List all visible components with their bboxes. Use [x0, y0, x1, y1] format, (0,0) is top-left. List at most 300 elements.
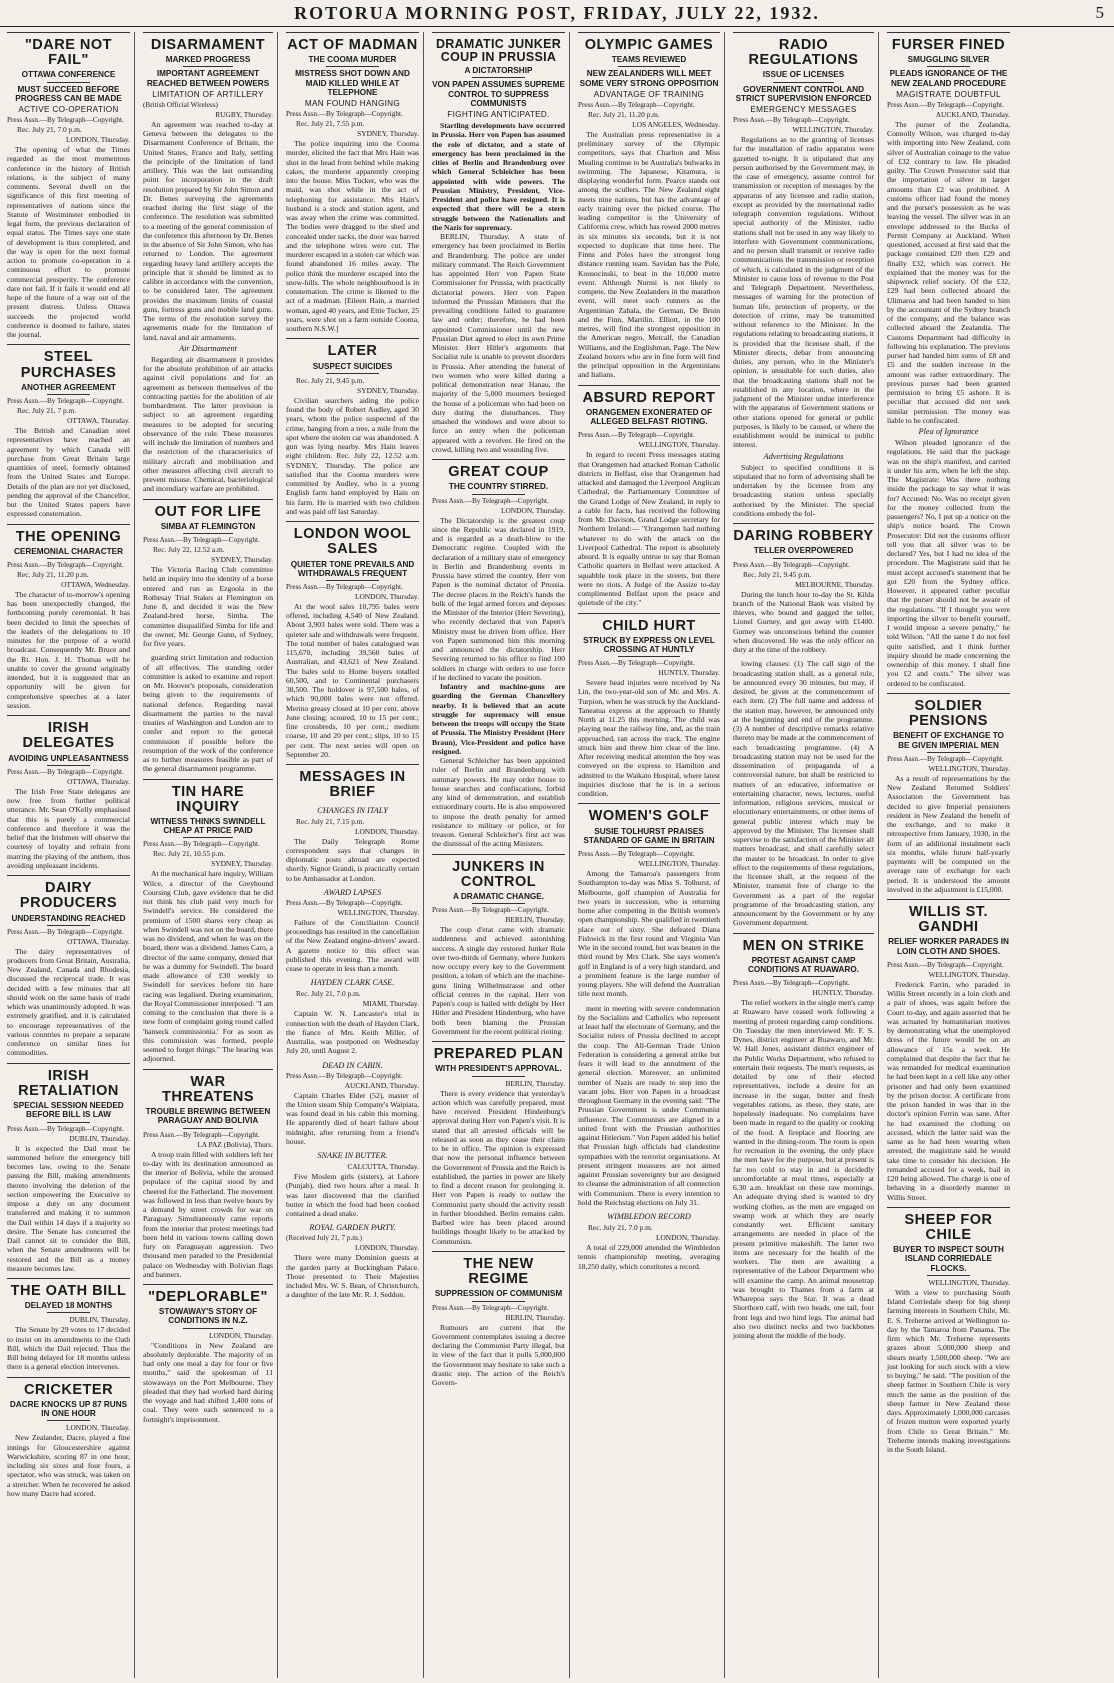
article-subhead: DELAYED 18 MONTHS — [24, 1301, 113, 1311]
column-5 — [575, 32, 725, 1678]
article-body: New Zealander, Dacre, played a fine innings for Gloucestershire against Warwickshire, scoring 87 in one hour, including six sixes and four fours, a spectator, who was struck, was taken on a stretcher. When he recovered he asked how many Dacre had scored. — [7, 1433, 130, 1498]
article-headline: MEN ON STRIKE — [742, 937, 865, 954]
article — [286, 1223, 419, 1299]
article-headline: OLYMPIC GAMES — [584, 37, 714, 53]
divider — [927, 66, 970, 67]
article-headline: LATER — [327, 343, 378, 360]
article-subhead: VON PAPEN ASSUMES SUPREME CONTROL TO SUPPRESS COMMUNISTS — [432, 80, 565, 108]
article — [143, 779, 273, 1064]
dateline: LONDON, Thursday. — [65, 1423, 130, 1433]
article — [286, 978, 419, 1055]
article — [578, 613, 720, 799]
article-subhead: IMPORTANT AGREEMENT REACHED BETWEEN POWERS — [146, 69, 270, 88]
dateline: RUGBY, Thursday. — [215, 109, 273, 119]
article — [7, 1377, 130, 1498]
divider — [773, 82, 834, 83]
article-subhead: WITNESS THINKS SWINDELL CHEAP AT PRICE PAID — [150, 817, 266, 836]
divider — [47, 394, 90, 395]
press-credit: Press Assn.—By Telegraph—Copyright. — [143, 1130, 260, 1139]
received-time: Rec. July 21, 11.20 p.m. — [588, 109, 660, 119]
press-credit: Press Assn.—By Telegraph—Copyright. — [286, 110, 403, 119]
article-headline: DAIRY PRODUCERS — [19, 880, 118, 912]
press-credit: Press Assn.—By Telegraph—Copyright. — [887, 100, 1004, 109]
article-subhead: TROUBLE BREWING BETWEEN PARAGUAY AND BOLIVIA — [145, 1107, 271, 1126]
article-body: Five Moslem girls (sisters), at Lahore (Punjab), died two hours after a meal. It was later discovered that the clarified butter in which the food had been cooked contained a dead snake. — [286, 1172, 419, 1219]
article — [887, 899, 1010, 1202]
divider — [183, 837, 233, 838]
press-credit: Press Assn.—By Telegraph—Copyright. — [887, 960, 1004, 969]
article — [286, 806, 419, 883]
article-body: Severe head injuries were received by Na Lin, the two-year-old son of Mr. and Mrs. A. Turpion, when he was struck by the Auckland-Taneatua express at the approach to Huntly North at 11.25 this morning. The child was playing near the railway line, and, as the train approached, ran across the track. The engine struck him and threw him clear of the line. After receiving medical attention the boy was conveyed on the express to Hamilton and admitted to the Waikato Hospital, where latest inquiries disclose that he is in a serious condition. — [578, 678, 720, 799]
divider — [47, 1420, 90, 1421]
divider — [47, 1312, 90, 1313]
article-subhead: SIMBA AT FLEMINGTON — [160, 521, 256, 531]
article-subhead: BUYER TO INSPECT SOUTH ISLAND CORRIEDALE FLOCKS. — [893, 1245, 1004, 1273]
article-headline: THE OATH BILL — [10, 1283, 127, 1300]
article — [432, 32, 565, 454]
article-headline: ABSURD REPORT — [582, 389, 716, 406]
article-subhead: TELLER OVERPOWERED — [753, 546, 854, 556]
press-credit: Press Assn.—By Telegraph—Copyright. — [432, 1303, 549, 1312]
article-headline: STEEL PURCHASES — [20, 349, 117, 381]
article — [7, 875, 130, 1058]
dateline: WELLINGTON, Thursday. — [928, 763, 1010, 773]
article — [7, 524, 130, 711]
press-credit: Press Assn.—By Telegraph—Copyright. — [7, 767, 124, 776]
article-body: BERLIN, Thursday. A state of emergency has been proclaimed in Berlin and Brandenburg. The police are under military command. The Reich Government has appointed Herr von Papen State Commissioner for Prussia, with practically dictatorial powers. Herr von Papen informed the Prussian Ministers that the prevailing conditions failed to guarantee law and order; therefore, he had been appointed Commissioner until the new Prussian Diet agreed to elect its own Prime Minister. Herr Hitler's arguments that Socialist rule is unable to prevent disorders in Prussia. After attending the funeral of two women who were killed during a political demonstration near Hanau, the majority of the 5,000 mourners besieged the house of a policeman who had been on duty during the disturbances. They smashed the windows and were about to force an entry when the policeman appeared with a revolver. He fired on the crowd, killing two and wounding five. — [432, 232, 565, 454]
dateline: HUNTLY, Thursday. — [658, 668, 720, 678]
article-subhead-secondary: EMERGENCY MESSAGES — [750, 105, 857, 114]
article-body: There is every evidence that yesterday's action which was carefully prepared, must have received President Hindenburg's approval during Herr von Papen's visit. It is stated that all arrested officials will be released as soon as they cease their claim to be in office. The opinion is expressed that now the personal influence between the Government of Prussia and the Reich is established, the parties in power are likely to find a decent reason for prolonging it. Herr von Papen is ready to outlaw the Communist party should the activity result in further bloodshed. Berlin remains calm. Barbed wire has been placed around buildings thought likely to be attacked by Communists. — [432, 1088, 565, 1246]
article-subhead: MARKED PROGRESS — [165, 55, 251, 65]
article-body: The Irish Free State delegates are now free from further political utterance. Mr. Sean O'Kelly emphasised that this is purely a commercial conference and therefore it was the belief that the Irishmen will observe the courtesy of loyalty and refrain from marring the playing of the anthem, thus avoiding unpleasant incidents. — [7, 786, 130, 870]
article — [887, 1207, 1010, 1455]
article-headline: LONDON WOOL SALES — [293, 526, 412, 558]
article-section-heading: Plea of Ignorance — [918, 427, 979, 437]
divider — [326, 66, 379, 67]
article-headline: SOLDIER PENSIONS — [909, 697, 988, 730]
article-body: At the mechanical hare inquiry, William Wilce, a director of the Greyhound Coursing Club, gave evidence that he did not think his club paid very much for Swindell's service. He considered the premium of 1500 shares very cheap as when Swindell was not on the board, there was no dividend, and when he was on the board, there was a dividend. James Caro, a director of the same company, denied that he was a dummy for Swindell. The board made allowance of £30 weekly to Swindell for services before tin hare racing was legalised. During examination, the Royal Commissioner interposed: "I am coming to the conclusion that there is a new form of complaint going round called 'hanseck commissionia.' For as soon as this commission was formed, people seemed to forget things." The hearing was adjourned. — [143, 869, 273, 1064]
dateline: BERLIN, Thursday. — [505, 1312, 565, 1322]
received-time: Rec. July 21, 10.55 p.m. — [153, 849, 226, 859]
article-body: The relief workers in the single men's camp at Ruawaro have ceased work following a meeting of protest regarding camp conditions. On Tuesday the men interviewed Mr. F. S. Dynes, district engineer at Ruawaro, and Mr. W. Hall Jones, assistant district engineer of the Public Works Department, who refused to entertain their requests. The men's requests, as detailed by one of their elected representatives, include a desire for an increase in the sugar, butter and fresh vegetables rations, as these, they state, are hopelessly inadequate. No complaints have been made in regard to the quality or cooking of the food. A fireplace and flooring are wanted in the dining-room. The room is open for recreation in the evening, the only place the men have for the purpose, but at present is far too cold to stay in and is decidedly uncomfortable at meal times, especially at 6.30 a.m. breakfast on these raw mornings. An adequate drying shed is wanted to dry working clothes, as the men are engaged on swamp work at which they are nearly constantly wet. Efficient sanitary arrangements are needed in place of the present primitive makeshift. The latter two items are necessary for the health of the workers. The men are awaiting a representative of the Labour Department who will examine the camp. An animal mousetrap was brought to Thames from a farm at Wharepoa says the Star. It was a dead Shorthorn calf, with two heads, one tail, four front legs and two hind legs. The animal had also two distinct necks and two backbones joining about the middle of the body. — [733, 998, 874, 1341]
article-subhead: THE COUNTRY STIRRED. — [448, 482, 549, 492]
article-subhead: UNDERSTANDING REACHED — [11, 913, 126, 923]
article — [578, 803, 720, 998]
divider — [183, 1128, 233, 1129]
article-body: The police inquiring into the Cooma murder, elicited the fact that Mrs Hain was shot in the head from behind while making cakes, the murderer apparently creeping into the house. Miss Tucker, who was the maid, was shot while in the act of telephoning for assistance. Mrs Hain's husband is a stock and station agent, and was away when the crime was committed. The bodies were dragged to the shed and concealed under sacks, the door was barred and the telephone wires were cut. The murderer escaped in a stolen car which was found abandoned 16 miles away. The police think the murderer escaped into the snow-hills. The whole neighbourhood is in consternation. The crime is likened to the act of a madman. [Eileen Hain, a married woman, aged 40 years, and Ettie Tucker, 25 years, were shot on a farm outside Cooma, southern N.S.W.] — [286, 139, 419, 334]
article-subhead: STOWAWAY'S STORY OF CONDITIONS IN N.Z. — [158, 1307, 258, 1326]
dateline: CALCUTTA, Thursday. — [347, 1162, 419, 1172]
article-headline: IRISH RETALIATION — [18, 1067, 119, 1099]
article — [143, 653, 273, 773]
divider — [47, 1122, 90, 1123]
article-body: The Dictatorship is the greatest coup since the Republic was declared in 1919, and is regarded as a death-blow to the Democratic regime. Coupled with the declaration of a military state of emergency in Berlin and Brandenburg events in Prussia have stirred the country. Herr von Papen is the nominal dictator of Prussia. The decree places in the Reich's hands the bulk of the legal armed forces and deposes the Minister of the Interior (Herr Severing), who recently declared that von Papen's Ministry must be driven from office. Herr von Papen summoned him this morning and announced the dictatorship. Herr Severing returned to his office to find 100 soldiers in charge with orders to use force if he declined to vacate the position. — [432, 515, 565, 682]
article-body: A total of 229,000 attended the Wimbledon tennis championship meeting, averaging 18,250 daily, which constitutes a record. — [578, 1243, 720, 1271]
brief-heading: DEAD IN CABIN. — [322, 1060, 383, 1070]
dateline: OTTAWA, Thursday. — [67, 936, 130, 946]
article-body: Rumours are current that the Government contemplates issuing a decree declaring the Communist Party illegal, but in view of the fact that it polls 5,000,000 the Government may hesitate to take such a drastic step. The action of the Reich's Govern- — [432, 1322, 565, 1387]
article-subhead-secondary: FIGHTING ANTICIPATED. — [447, 110, 550, 119]
article-subhead: MISTRESS SHOT DOWN AND MAID KILLED WHILE AT TELEPHONE — [295, 69, 410, 97]
divider — [183, 533, 233, 534]
dateline: SYDNEY, Thursday. — [357, 385, 419, 395]
article-body: A troop train filled with soldiers left her to-day with its destination announced as the interior of Bolivia, while the aroused populace of the capital stood by and cheered for the Fatherland. The movement was followed in less than twelve hours by a demand by street crowds for war on Paraguay. Simultaneously came reports from the interior that protest meetings had been held in various towns calling down fury on Paraguayan aggression. Two thousand men paraded to the Presidential palace on Wednesday with Bolivian flags and banners. — [143, 1149, 273, 1279]
columns-container — [0, 32, 1114, 1678]
article-body: guarding strict limitation and reduction of all effectives. The standing order committee is asked to examine and report on Mr. Hoover's proposals, consideration being given to the requirements of national defence. Regarding naval disarmament the parties to the naval treaties of Washington and London are to confer and report to the general commission if possible before the resumption of the work of the conference as to further measures feasible as part of the general disarmament programme. — [143, 653, 273, 774]
divider — [472, 494, 525, 495]
article — [432, 854, 565, 1037]
received-time: Rec. July 21, 7.55 p.m. — [296, 119, 365, 129]
article-subhead: ISSUE OF LICENSES — [762, 70, 845, 80]
article-body: Frederick Farrin, who paraded in Willis Street recently in a loin cloth and a pair of shoes, was again before the Court to-day, and again asserted that he was actuated by humanitarian motives by demonstrating what the unemployed dress of the future would be on an allowance of 15s a week. He complained that despite the fact that he was remanded for medical examination he had been kept in a cell like any other prisoner and had only been examined by the prison doctor. A certificate from the prison handed in was that in the doctor's opinion Ferrin was sane. After he had examined the clothing on accused, which the latter said was the same as he had been wearing when arrested, the magistrate said he would take time to consider his decision. He remanded accused for a week, bail in £20 being allowed. The charge is one of behaving in a disorderly manner in Willis Street. — [887, 979, 1010, 1202]
press-credit: Press Assn.—By Telegraph—Copyright. — [143, 840, 260, 849]
article-body: With a view to purchasing South Island Corriedale sheep for big sheep farming interests in Southern Chile, Mr. E. S. Treherne arrived at Wellington to-day by the Tamaroa from Panama. The firm which Mr. Treherne represents grazes about 5,000,000 sheep and shears nearly 1,500,000 sheep. "We are just looking for such stock with a view to buying," he said. "The position of the sheep farmer in Southern Chile is very much the same as the position of the sheep farmer in New Zealand these days. Approximately 1,000,000 carcases of frozen mutton were exported yearly from Chile to Great Britain." Mr. Treherne intends making investigations in the South Island. — [887, 1287, 1010, 1455]
article-subhead-secondary: LIMITATION OF ARTILLERY — [152, 89, 264, 99]
article-subhead-secondary: MAN FOUND HANGING — [304, 98, 401, 108]
press-credit: Press Assn.—By Telegraph—Copyright. — [733, 116, 850, 125]
article-body-continued: Subject to specified conditions it is stipulated that no form of advertising shall be undertaken by the licensee from any broadcasting station unless specially authorised by the Minister. The special conditions embody the fol- — [733, 462, 874, 518]
article-body: The Daily Telegraph Rome correspondent says that changes in diplomatic posts abroad are expected shortly. Signor Grandi, is practically certain to be Ambassador at London. — [286, 836, 419, 883]
dateline: LONDON, Thursday. — [208, 1330, 273, 1340]
article — [733, 933, 874, 1341]
article-headline: DISARMAMENT — [150, 37, 266, 53]
dateline: SYDNEY, Thursday. — [211, 555, 273, 565]
article-subhead: PROTEST AGAINST CAMP CONDITIONS AT RUAWARO. — [748, 955, 859, 974]
article-headline: DARING ROBBERY — [733, 528, 874, 545]
article-headline: THE NEW REGIME — [463, 1255, 534, 1288]
article — [578, 1212, 720, 1271]
received-time: Rec. July 21, 7.15 p.m. — [296, 816, 365, 826]
dateline: LONDON, Thursday. — [354, 591, 419, 601]
article — [7, 32, 130, 339]
article-subhead: MUST SUCCEED BEFORE PROGRESS CAN BE MADE — [15, 84, 122, 103]
article-body: The character of to-morrow's opening has been unexpectedly changed, the forthcoming purely ceremonial. It has been decided to limit the speeches of the leaders of the delegations to 10 minutes for the purpose of a world broadcast. Consequently Mr. Bruce and the Rt. Hon. J. H. Thomas will be unable to cover the ground originally intended, but it is suggested that an opportunity will be given for comprehensive speeches at a later session. — [7, 589, 130, 710]
article-subhead: STRUCK BY EXPRESS ON LEVEL CROSSING AT HUNTLY — [583, 635, 715, 654]
dateline: BERLIN, Thursday. — [505, 1078, 565, 1088]
column-4 — [429, 32, 570, 1678]
article-body: The purser of the Zealandia, Connolly Wilson, was charged to-day with importing into New Zealand, coin silver of Australian coinage to the value of £32 contrary to law. He pleaded guilty. The Crown Prosecutor said that the importation of silver in larger amounts than £2 was prohibited. A customs officer had found the money and the purser's possession as he was leaving the vessel. The silver was in an envelope addressed to the Bucks of Permit Company at Auckland. When questioned, accused at first said that the package contained £20 then £29 and finally £32, which was correct. He explained that the money was for the shipwreck relief society. Of the £32, £29 had been collected aboard the Ulimaroa and had been handed to him by the accountant of the Sydney branch of the company, and the balance was collected aboard the Zealandia. The Customs Department had difficulty in following his explanation. The previous purser had handed him sums of £8 and £5 and the sudden increase in the amount was rather extraordinary. The previous purser had been granted permission to bring £5 ashore. It is peculiar that accused did not seek similar permission. The money was liable to be confiscated. — [887, 119, 1010, 425]
article-body: "Conditions in New Zealand are absolutely deplorable. The majority of us had only one meal a day for four or five months," said the spokesman of 11 stowaways on the Port Melbourne. They pleaded that they had worked hard during the voyage and had shifted 1,400 tons of coal. They were each sentenced to a fortnight's imprisonment. — [143, 1340, 273, 1424]
article-subhead: OTTAWA CONFERENCE — [21, 70, 116, 80]
dateline: SYDNEY, Thursday. — [357, 129, 419, 139]
article-subhead: A DICTATORSHIP — [464, 66, 533, 76]
article-subhead: ORANGEMEN EXONERATED OF ALLEGED BELFAST RIOTING. — [585, 407, 713, 427]
article-headline: "DARE NOT FAIL" — [24, 37, 113, 69]
article — [578, 385, 720, 608]
article-body: Civilian searchers aiding the police found the body of Robert Audley, aged 30 years, whom the police suspected of the crime, hanging from a tree, a mile from the spot where the stolen car was abandoned. A gun was lying nearby. Mrs Hain leaves eight children. Rec. July 22, 12.52 a.m. SYDNEY, Thursday. The police are satisfied that the Cooma murders were committed by Audley, who is a young English farm hand employed by Hain on his farm. He is married with two children and was paid off last Saturday. — [286, 395, 419, 516]
column-6 — [730, 32, 879, 1678]
divider — [618, 66, 680, 67]
received-time: Rec. July 21, 9.45 p.m. — [296, 375, 365, 385]
article — [733, 32, 874, 518]
dateline: WELLINGTON, Thursday. — [638, 859, 720, 868]
article-headline: ACT OF MADMAN — [287, 37, 418, 53]
press-credit: Press Assn.—By Telegraph—Copyright. — [7, 927, 124, 936]
divider — [183, 1328, 233, 1329]
article-subhead: TEAMS REVIEWED — [611, 55, 687, 65]
dateline: WELLINGTON, Thursday. — [928, 1277, 1010, 1287]
divider — [472, 1301, 525, 1302]
press-credit: Press Assn.—By Telegraph—Copyright. — [7, 116, 124, 125]
divider — [618, 847, 680, 848]
dateline: WELLINGTON, Thursday. — [792, 125, 874, 135]
article — [286, 1151, 419, 1218]
received-time: Rec. July 22, 12.52 a.m. — [153, 545, 225, 555]
received-time: Rec. July 21, 9.45 p.m. — [743, 569, 812, 579]
dateline: LONDON, Thursday. — [655, 1233, 720, 1242]
dateline: LOS ANGELES, Wednesday. — [632, 119, 720, 129]
article — [143, 1069, 273, 1279]
article — [286, 888, 419, 974]
press-credit: Press Assn.—By Telegraph—Copyright. — [733, 560, 850, 569]
press-credit: Press Assn.—By Telegraph—Copyright. — [286, 1071, 403, 1080]
dateline: LONDON, Thursday. — [65, 135, 130, 145]
article — [286, 1061, 419, 1147]
article-subhead: THE COOMA MURDER — [308, 55, 397, 65]
column-2 — [140, 32, 278, 1678]
article-subhead: RELIEF WORKER PARADES IN LOIN CLOTH AND SHOES. — [888, 937, 1009, 956]
article-body: As a result of representations by the New Zealand Returned Soldiers' Association the Government has decided to give Imperial pensioners resident in New Zealand the benefit of the exchange, and to make it retrospective from January, 1930, in the form of an additional instalment each six months, while future half-yearly payments will be computed on the average rate of exchange for each period. It is understood the amount involved in the adjustment is £15,000. — [887, 773, 1010, 894]
column-3 — [283, 32, 424, 1678]
article-headline: PREPARED PLAN — [433, 1046, 564, 1063]
article — [286, 338, 419, 516]
article-headline: WOMEN'S GOLF — [588, 808, 710, 825]
article-body-continued: General Schleicher has been appointed ruler of Berlin and Brandenburg with summary powers. He may order house to house searches and confiscations, forbid any kind of demonstration, and establish extraordinary courts. He is also empowered to impose the death penalty for armed resistance to military or police, or for treason. General Schleicher's first act was the dismissal of the acting Ministers. — [432, 756, 565, 849]
press-credit: Press Assn.—By Telegraph—Copyright. — [7, 1124, 124, 1133]
article-body: The British and Canadian steel representatives have reached an agreement by which Canada will purchase from Great Britain large quantities of steel, formerly obtained from the United States and Europe. Details of the plan are not yet disclosed, pending the approval of the Chancellor, but the United States papers have expressed consternation. — [7, 426, 130, 519]
article — [286, 521, 419, 759]
dateline: DUBLIN, Thursday. — [69, 1133, 130, 1143]
article — [7, 715, 130, 870]
article-headline: IRISH DELEGATES — [22, 720, 115, 752]
divider — [47, 558, 90, 559]
article-body: The Australian press representative in a preliminary survey of the Olympic competitors, says that Charlton and Miss Mealing continue to be Australia's bulwarks in swimming. The Japanese, Kitamura, is displaying wonderful form. Pearce stands out among the scullers. The New Zealand eight meets nine nations, but has the advantage of early training over the picked course. The leading competitor is the University of California crew, which has rowed 2000 metres in six minutes six seconds, but it is not expected to duplicate that time here. The Finns and Poles have the strongest long distance running team. Savidan has the Pole, Kousocinski, to beat in the 10,000 metre event. Although Nurmi is not likely to compete, the New Zealanders in the marathon event, will meet such runners as the Argentinian Zabala, the German, De Bruin and the Finn, Martilin. Elliott, in the 100 metres, will find the strongest opposition in the American negro, Metcalf, the Canadian Williams, and the Englishman, Page. The New Zealand boxers who are in fine form will find the principal opposition in the Argentinians and Italians. — [578, 129, 720, 380]
press-credit: Press Assn.—By Telegraph—Copyright. — [286, 582, 403, 591]
article-headline: MESSAGES IN BRIEF — [299, 769, 406, 801]
article-section-heading: Air Disarmament — [179, 343, 237, 353]
article-body: In regard to recent Press messages stating that Orangemen had attacked Roman Catholic districts in Belfast, else that Orangemen had attacked and damaged the Liverpool Anglican Cathedral, the Parliamentary Committee of the Grand Lodge of New Zealand, in reply to a cable for facts, has received the following from Mr. Davison, Grand Lodge secretary for Northern Ireland:— "Orangemen had nothing whatever to do with the attack on the Liverpool Cathedral. The report is absolutely absurd. It is equally untrue to say that Roman Catholic quarters in Belfast were attacked. A squabble took place in the streets, but there were no riots. A Judge of the Assize to-day complimented Belfast upon the peace and quietude of the city." — [578, 450, 720, 608]
article — [7, 1063, 130, 1273]
article-subhead: SMUGGLING SILVER — [907, 55, 990, 65]
article-headline: FURSER FINED — [891, 37, 1006, 53]
article-headline: "DEPLORABLE" — [148, 1289, 268, 1305]
press-credit: Press Assn.—By Telegraph—Copyright. — [578, 431, 695, 440]
dateline: OTTAWA, Thursday. — [67, 416, 130, 426]
press-credit: Press Assn.—By Telegraph—Copyright. — [432, 906, 549, 915]
divider — [618, 656, 680, 657]
article-headline: CRICKETER — [23, 1381, 114, 1398]
dateline: LA PAZ (Bolivia), Thurs. — [197, 1139, 273, 1149]
article — [286, 32, 419, 333]
dateline: BERLIN, Thursday. — [505, 915, 565, 925]
article-subhead: SUSPECT SUICIDES — [312, 361, 393, 371]
divider — [927, 1275, 970, 1276]
brief-heading: CHANGES IN ITALY — [317, 805, 388, 815]
article — [578, 32, 720, 380]
article — [887, 693, 1010, 894]
article-headline: TIN HARE INQUIRY — [171, 783, 245, 815]
article-lead: Startling developments have occurred in Prussia. Herr von Papen has assumed the role of dictator, and a state of emergency has been proclaimed in the cities of Berlin and Brandenburg over which General Schleicher has been appointed with wide powers. The Prussian Ministry, President, Vice-President and police have resigned. It is expected that there will be a stern struggle between the Nationalists and the Nazis for supremacy. — [432, 121, 565, 232]
article-body: ment in meeting with severe condemnation by the Socialists and Catholics who represent at least half the electorate of Germany, and the Socialist rulers of Prussia declined to accept the coup. The All-German Trade Union Federation is considering a general strike but fears it will lead to the annulment of the general election. Moreover, an unlimited number of Nazis are ready to step into the vacant jobs. Herr von Papen in a broadcast throughout Germany in the evening said: "The Prussian Government is under Communist influence. The Communists are aligned in a united front with the Prussian authorities against Hitlerism." Von Papen added his belief that Prussian high officials had clandestine sympathies with the terrorist organisations. At present stringent measures are not aimed against Prussian sovereignty but are designed to cleanse the administration of all connection with Communism. There is every intention to hold the Reichstag elections on July 31. — [578, 1003, 720, 1207]
dateline: LONDON, Thursday. — [354, 826, 419, 836]
article — [578, 1004, 720, 1208]
article-subhead: WITH PRESIDENT'S APPROVAL. — [435, 1064, 562, 1074]
dateline: OTTAWA, Wednesday. — [61, 579, 130, 589]
press-credit: Press Assn.—By Telegraph—Copyright. — [887, 754, 1004, 763]
article-subhead: SUPPRESSION OF COMMUNISM — [434, 1289, 563, 1299]
received-time: Rec. July 21, 11.20 p.m. — [17, 569, 89, 579]
divider — [472, 1076, 525, 1077]
article — [432, 459, 565, 848]
article-body: Regulations as to the granting of licenses for the installation of radio apparatus were gazetted to-night. It is stipulated that any person authorised by the Government may, in the case of emergency, assume control for transmission or reception of messages by the apparatus of any licensee and radio station, except as provided by the international radio telegraph convention regulations. Without special authority of the Minister, radio stations shall not be used in any way likely to interfere with Government communications, and no person shall transmit or receive radio communications the transmission or reception of which, is calculated in the judgment of the Minister to cause loss of revenue to the Post and Telegraph Department. Nevertheless, messages of warning for the protection of human life, protection of property, or the detection of crime, may be transmitted without reference to the Minister. In the regulations relating to broadcasting stations, it is provided that the licensee shall, if the Minister directs, debar from announcing duties, any person, who in the Minister's opinion, is unsuitable for such duties, also that the broadcasting stations shall not be established in any location, where in the judgment of the Minister undue interference with the apparatus of Government stations or other stations opened for general or public purposes, is likely to be caused, or where the establishment would be inimical to public interest. — [733, 135, 874, 450]
article — [7, 1278, 130, 1372]
article-section-heading: Advertising Regulations — [763, 451, 844, 461]
article-body-continued: Wilson pleaded ignorance of the regulations. He said that the package was on the ship's manifest, and carried it under his arm, when he left the ship. The Magistrate: Was there nothing inside the package to say what it was for? Accused: No. Was no receipt given for the money collected from the passengers? No, I put up a notice on the ship's notice board. The Crown Prosecutor: Did not the customs officer tell you that all silver was to be declared? Yes, but I had no idea of the procedure. The Magistrate said that he must accept accused's statement that he got £20 from the Sydney office. However, it appeared rather peculiar that the purser should not be aware of the regulations. "If I thought you were importing the silver to benefit yourself, I would impose a severe penalty," he told Wilson. "All the same I do not feel quite satisfied, and I think further inquiry should be made concerning the ownership of this money. I shall fine you £2 and costs." The silver was ordered to be confiscated. — [887, 438, 1010, 688]
article-subhead: AVOIDING UNPLEASANTNESS — [8, 753, 129, 763]
article-subhead: DACRE KNOCKS UP 87 RUNS IN ONE HOUR — [9, 1399, 128, 1419]
press-credit: Press Assn.—By Telegraph—Copyright. — [578, 659, 695, 668]
article-subhead: CEREMONIAL CHARACTER — [13, 546, 124, 556]
dateline: WELLINGTON, Thursday. — [337, 907, 419, 917]
brief-heading: WIMBLEDON RECORD — [607, 1212, 691, 1221]
article-subhead-secondary: ADVANTAGE OF TRAINING — [593, 89, 705, 99]
article-headline: JUNKERS IN CONTROL — [452, 858, 545, 890]
divider — [183, 66, 233, 67]
article-body: An agreement was reached to-day at Geneva between the delegates to the Disarmament Conference of Britain, the United States, France and Italy, settling the principle of the limitation of land artillery. This was the last outstanding point for incorporation in the draft resolution prepared by Sir John Simon and Dr. Benes surveying the agreements reached during the first stage of the conference. The resolution was submitted to a meeting of the general commission of the conference this afternoon by Dr. Benes in the absence of Sir John Simon, who has returned to London. The agreement regarding heavy land artillery accepts the principle that it should be limited as to calibre in accordance with the convention, to be considered later. The agreement provides the maximum limits of coastal guns, fortress guns and mobile land guns. The terms of the resolution survey the agreements made for the limitation of land, naval and air armaments. — [143, 119, 273, 342]
article — [887, 32, 1010, 688]
divider — [47, 925, 90, 926]
press-credit: Press Assn.—By Telegraph—Copyright. — [7, 560, 124, 569]
masthead — [0, 0, 1114, 27]
divider — [326, 373, 379, 374]
article-body: The Senate by 29 votes to 17 decided to insist on its amendments to the Oath Bill, which the Dail rejected. Thus the Bill being delayed for 18 months unless there is a general election intervenes. — [7, 1325, 130, 1372]
press-credit: Press Assn.—By Telegraph—Copyright. — [733, 979, 850, 988]
article-body: During the lunch hour to-day the St. Kilda branch of the National Bank was visited by thieves, who bound and gagged the teller, Lionel Gurney, and got away with £1400. Gurney was unconscious behind the counter when discovered. He was the only officer on duty at the time of the robbery. — [733, 589, 874, 655]
column-7 — [884, 32, 1014, 1678]
article-body: Among the Tamaroa's passengers from Southampton to-day was Miss S. Tolhurst, of Melbourne, golf champion of Australia for two years in succession, who is returning home after competing in the British women's open championship. She qualified in twentieth place out of sixty. She defeated Diana Fishwick in the first round and Virginia Van Wie in the second round, but was beaten in the third round by Mrs Clark. She says women's golf in England is of a very high standard, and a prominent feature is the large number of young players. She will defend the Australian title next month. — [578, 869, 720, 999]
article-subhead-secondary: ACTIVE CO-OPERATION — [18, 105, 119, 114]
article — [733, 659, 874, 927]
article-body: lowing clauses: (1) The call sign of the broadcasting station shall, as a general rule, be announced every 30 minutes, but may, if desired, be given at the commencement of each item. (2) The full name and address of the station may, however, be announced only at the beginning and end of the programme. (3) A number of descriptive remarks relative thereto may be made at the commencement of each broadcasting programme. (4) A broadcasting station may not be used for the dissemination of propaganda of a controversial nature, but shall be restricted to matters of an educative, informative or entertaining character, news, lectures, useful information, religious services, musical or elocutionary entertainments, or other items of general public interest which may be approved by the Minister. The licensee shall supervise to the satisfaction of the Minister all matters broadcast, and shall carefully select the master to be broadcast. In order to give effect to the requirements of these regulations, the licensee shall, at the request of the Minister, transmit free of charge to the Government as a part of the regular programme of the broadcasting station, any announcement by the Government or by any Government department. — [733, 659, 874, 928]
article — [286, 764, 419, 800]
article-subhead: GOVERNMENT CONTROL AND STRICT SUPERVISION ENFORCED — [735, 84, 872, 103]
divider — [618, 428, 680, 429]
press-credit: Press Assn.—By Telegraph—Copyright. — [578, 100, 695, 109]
brief-heading: ROYAL GARDEN PARTY. — [309, 1223, 396, 1233]
dateline: OTTAWA, Thursday. — [67, 776, 130, 786]
dateline: MIAMI, Thursday. — [362, 999, 419, 1009]
article — [733, 523, 874, 654]
dateline: WELLINGTON, Thursday. — [638, 440, 720, 450]
article-body: Captain Charles Elder (52), master of the Union steam Ship Company's Waipiata, was found dead in his cabin this morning. He apparently died of heart failure about midnight, after returning from a friend's house. — [286, 1090, 419, 1146]
dateline: SYDNEY, Thursday. — [211, 859, 273, 869]
divider — [326, 580, 379, 581]
dateline: LONDON, Thursday. — [354, 1243, 419, 1253]
article-body: At the wool sales 10,795 bales were offered, including 4,540 of New Zealand. About 3,903 bales were sold. There was a quieter sale and withdrawals were frequent. The total number of bales catalogued was 115,670, including 39,560 bales of Australian, and 43,621 of New Zealand. The bales sold to Home buyers totalled 60,500, and to Continental purchasers 38,500. The holdover is 97,500 bales, of which 90,000 bales were not offered. Merino greasy closed at 10 per cent. above June closing; scoured, 10 to 15 per cent.; fine crossbreds, 10 per cent.; medium coarse, 10 and 20 per cent.; slips, 10 to 15 per cent. The next series will open on September 20. — [286, 601, 419, 759]
press-credit: Press Assn.—By Telegraph—Copyright. — [143, 536, 260, 545]
article-subhead: QUIETER TONE PREVAILS AND WITHDRAWALS FREQUENT — [290, 559, 415, 578]
divider — [773, 558, 834, 559]
article-body-continued: Regarding air disarmament it provides for the absolute prohibition of air attacks against civil populations and for an agreement as between themselves of the contracting parties for the abolition of air bombardment. The latter provision is subject to an agreement regarding measures to be adopted for securing observance of the rule. These measures will include the limitation of numbers and the restriction of the characteristics of military aircraft and mobilisation and other measures affecting civil aircraft to prevent misuse. Chemical, bacteriological and incendiary warfare are prohibited. — [143, 354, 273, 494]
article-body: The coup d'etat came with dramatic suddenness and achieved astonishing success. A single day restored Junker Rule over two-thirds of Germany, where Junkers now occupy every key to the Government position, a token of which are the machine-guns lining Wilhelmstrasse and other official centres in the capital. Herr von Papen's coup is hailed with delight by Herr Hitler and President Hindenburg, who have both been blaming the Prussian Government for the recent political rioting. — [432, 925, 565, 1036]
dateline: AUCKLAND, Thursday. — [935, 109, 1010, 119]
divider — [472, 77, 525, 78]
article — [432, 1251, 565, 1387]
article-subhead: A DRAMATIC CHANGE. — [453, 892, 544, 902]
divider — [472, 903, 525, 904]
divider — [47, 765, 90, 766]
article — [143, 32, 273, 494]
article-subhead: SPECIAL SESSION NEEDED BEFORE BILL IS LAW — [13, 1101, 124, 1120]
article-body: Captain W. N. Lancaster's trial in connection with the death of Hayden Clark, the fiance of Mrs. Keith Miller, of Australia, was postponed on Wednesday July 20, until August 2. — [286, 1009, 419, 1056]
dateline: DUBLIN, Thursday. — [69, 1315, 130, 1325]
dateline: WELLINGTON, Thursday. — [928, 969, 1010, 979]
article-body: The dairy representatives of producers from Great Britain, Australia, New Zealand, Canada and Rhodesia, discussed the reciprocal trade. It was decided with a few minutes that all should work on the same basis of trade which was unanimously adopted. It was extremely gratified, and it is calculated to encourage representatives of the various countries to prepare a separate conference on similar lines for commodities. — [7, 946, 130, 1058]
article-body: The Victoria Racing Club committee held an inquiry into the identity of a horse entered and run as Ezgoola in the Rothesay Trial Stakes at Flemington on June 8, and decided it was the New Zealand-bred horse, Simba. The committee disqualified Simba for life and the owner, Mr. George Gunn, of Sydney, for five years. — [143, 565, 273, 649]
press-credit: Press Assn.—By Telegraph—Copyright. — [432, 496, 549, 505]
dateline: HUNTLY, Thursday. — [812, 988, 874, 998]
divider — [47, 82, 90, 83]
dateline: AUCKLAND, Thursday. — [344, 1080, 419, 1090]
article — [143, 499, 273, 649]
article-subhead: SUSIE TOLHURST PRAISES STANDARD OF GAME IN BRITAIN — [583, 826, 715, 845]
article-headline: RADIO REGULATIONS — [748, 37, 859, 69]
divider — [927, 752, 970, 753]
masthead-title: ROTORUA MORNING POST, FRIDAY, JULY 22, 1932. — [294, 3, 820, 23]
press-credit: Press Assn.—By Telegraph—Copyright. — [578, 850, 695, 858]
article-body: There were many Dominion guests at the garden party at Buckingham Palace. Those presented to Their Majesties included Mrs. W. S. Bean, of Christchurch, a daughter of the late Mr. R. J. Seddon. — [286, 1253, 419, 1300]
article-headline: WILLIS ST. GANDHI — [908, 904, 989, 936]
brief-heading: AWARD LAPSES — [323, 887, 382, 897]
received-time: Rec. July 21, 7 p.m. — [17, 406, 77, 416]
article-headline: DRAMATIC JUNKER COUP IN PRUSSIA — [435, 37, 562, 65]
article-headline: CHILD HURT — [602, 617, 696, 634]
brief-heading: SNAKE IN BUTTER. — [317, 1151, 388, 1161]
page-number: 5 — [1095, 3, 1104, 22]
press-credit: (British Official Wireless) — [143, 100, 218, 109]
article-body: It is expected the Dail must be summoned before the emergency bill becomes law, owing to the Senate passing the Bill, making amendments thereto involving the deletion of the section empowering the Executive to impose a duty on any document transferred and making it to summon the Dail within 14 days if a majority so desire. The Senate has concurred the Dail cannot sit to consider the Bill, when the Senate amendments will be restored and the Bill as a money measure becomes law. — [7, 1143, 130, 1273]
received-time: Rec. July 21, 7.0 p.m. — [17, 125, 82, 135]
article-subhead-secondary: MAGISTRATE DOUBTFUL — [896, 89, 1001, 99]
divider — [927, 958, 970, 959]
article-subhead: BENEFIT OF EXCHANGE TO BE GIVEN IMPERIAL MEN — [893, 731, 1004, 750]
column-1 — [4, 32, 135, 1678]
press-credit: (Received July 21, 7 p.m.) — [286, 1234, 363, 1243]
press-credit: Press Assn.—By Telegraph—Copyright. — [7, 397, 124, 406]
article-subhead: ANOTHER AGREEMENT — [21, 382, 116, 392]
article-headline: GREAT COUP — [448, 464, 549, 481]
article — [432, 1041, 565, 1246]
article-body: The opening of what the Times regarded as the most momentous conference in the history of British relations, is the subject of many comments. Several dwell on the significance of this first meeting of representatives of nations since the Statute of Westminster embodied in legal form, the previous declaration of equal status. The Times says one state of development is thus completed, and the way is open for the next formal action to promote co-operation in a continuous effort to promote commercial prosperity. The conference dare not fail. If it fails it would end all hope of the future of a way out of the present distress. Unless Ottawa succeeds the projected world conference is doomed to failure, states the journal. — [7, 145, 130, 340]
article-subhead: PLEADS IGNORANCE OF THE NEW ZEALAND PROCEDURE — [889, 69, 1008, 88]
article-headline: OUT FOR LIFE — [154, 503, 262, 520]
dateline: LONDON, Thursday. — [500, 505, 565, 515]
divider — [773, 976, 834, 977]
article-subhead: NEW ZEALANDERS WILL MEET SOME VERY STRONG OPPOSITION — [579, 69, 719, 88]
article — [7, 344, 130, 518]
article-bold-paragraph: Infantry and machine-guns are guarding the German Chancellery nearby. It is believed that an acute struggle for supremacy will ensue between the troops will occupy the State of Prussia. The Ministry President (Herr Braun), Vice-President and police have resigned. — [432, 682, 565, 756]
dateline: MELBOURNE, Thursday. — [795, 579, 874, 589]
article-headline: WAR THREATENS — [161, 1073, 255, 1105]
brief-heading: HAYDEN CLARK CASE. — [310, 978, 395, 988]
article-headline: SHEEP FOR CHILE — [904, 1211, 993, 1244]
received-time: Rec. July 21, 7.0 p.m. — [588, 1223, 653, 1232]
article — [143, 1284, 273, 1424]
press-credit: Press Assn.—By Telegraph—Copyright. — [286, 898, 403, 907]
article-headline: THE OPENING — [15, 528, 122, 545]
received-time: Rec. July 21, 7.0 p.m. — [296, 989, 361, 999]
